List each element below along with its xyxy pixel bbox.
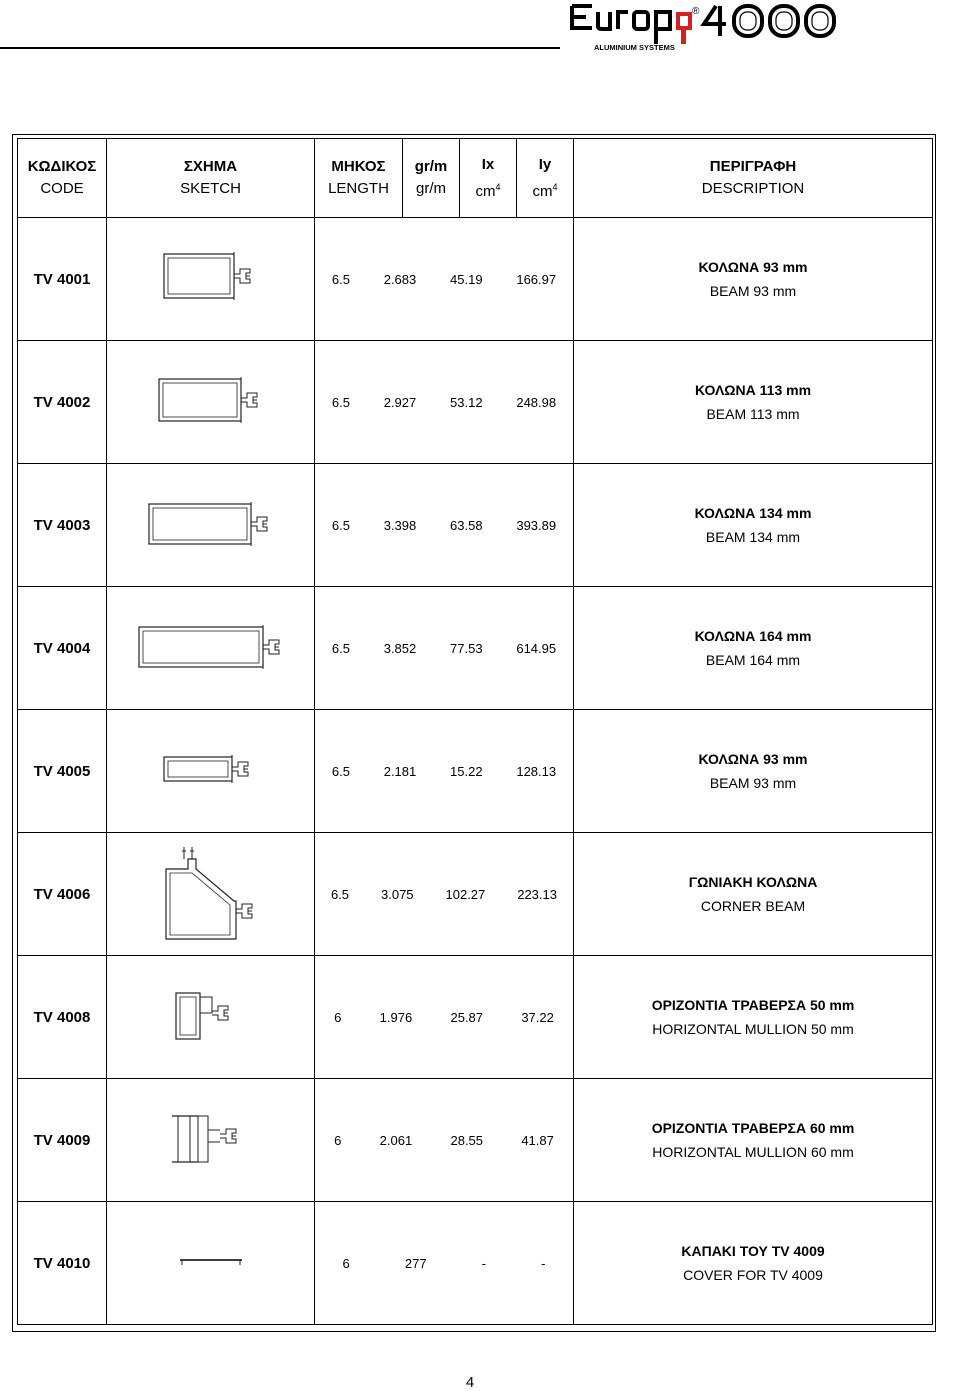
measurements — [315, 1079, 574, 1202]
description — [574, 341, 933, 464]
iy-value: 614.95 — [516, 640, 557, 656]
col-length: ΜΗΚΟΣ LENGTH — [315, 139, 403, 218]
product-code: TV 4005 — [18, 710, 107, 833]
header-row — [18, 139, 933, 218]
ix-value: - — [481, 1255, 487, 1271]
description-greek: ΟΡΙΖΟΝΤΙΑ ΤΡΑΒΕΡΣΑ 60 mm — [651, 1120, 855, 1136]
measurements — [315, 587, 574, 710]
description — [574, 956, 933, 1079]
measurements — [315, 710, 574, 833]
registered-mark: ® — [692, 6, 700, 17]
measurements — [315, 341, 574, 464]
profile-sketch — [107, 833, 315, 956]
ix-value: 15.22 — [450, 763, 483, 779]
col-ix: Ix $cm^4$ — [460, 139, 517, 218]
product-code: TV 4008 — [18, 956, 107, 1079]
length-value: 6.5 — [331, 763, 350, 779]
grm-value: 2.683 — [383, 271, 417, 287]
ix-value: 25.87 — [450, 1009, 484, 1025]
description-greek: ΟΡΙΖΟΝΤΙΑ ΤΡΑΒΕΡΣΑ 50 mm — [651, 997, 855, 1013]
header-rule — [0, 47, 560, 49]
profile-drawing-icon — [107, 751, 314, 791]
table-row — [18, 710, 933, 833]
profile-table — [17, 138, 933, 1325]
description — [574, 1079, 933, 1202]
table-row — [18, 833, 933, 956]
length-value: 6.5 — [330, 886, 350, 902]
profile-drawing-icon — [107, 248, 314, 310]
table-row — [18, 587, 933, 710]
iy-value: 223.13 — [517, 886, 557, 902]
product-code: TV 4010 — [18, 1202, 107, 1325]
description-english: BEAM 164 mm — [705, 652, 801, 668]
description — [574, 587, 933, 710]
profile-sketch — [107, 464, 315, 587]
length-value: 6 — [334, 1132, 342, 1148]
description — [574, 218, 933, 341]
description-greek: ΚΟΛΩΝΑ 93 mm — [698, 751, 808, 767]
grm-value: 2.061 — [379, 1132, 413, 1148]
table-row — [18, 1202, 933, 1325]
table-row — [18, 464, 933, 587]
description-english: BEAM 134 mm — [705, 529, 801, 545]
description-greek: ΚΟΛΩΝΑ 113 mm — [694, 382, 812, 398]
description — [574, 464, 933, 587]
profile-sketch — [107, 710, 315, 833]
profile-sketch — [107, 1079, 315, 1202]
length-value: 6.5 — [331, 394, 350, 410]
grm-value: 3.075 — [381, 886, 414, 902]
ix-value: 102.27 — [445, 886, 486, 902]
brand-tagline: ALUMINIUM SYSTEMS — [594, 43, 675, 52]
col-description: ΠΕΡΙΓΡΑΦΗ DESCRIPTION — [574, 139, 933, 218]
profile-drawing-icon — [107, 989, 314, 1045]
profile-sketch — [107, 218, 315, 341]
table-row — [18, 218, 933, 341]
col-iy: Iy $cm^4$ — [517, 139, 574, 218]
product-code: TV 4004 — [18, 587, 107, 710]
grm-value: 3.398 — [383, 517, 417, 533]
table-row — [18, 1079, 933, 1202]
page-number: 4 — [465, 1374, 475, 1391]
measurements — [315, 833, 574, 956]
ix-value: 53.12 — [450, 394, 483, 410]
measurements — [315, 956, 574, 1079]
profile-sketch — [107, 1202, 315, 1325]
iy-value: 393.89 — [516, 517, 557, 533]
description-english: COVER FOR TV 4009 — [683, 1267, 823, 1283]
iy-value: 166.97 — [516, 271, 557, 287]
ix-value: 45.19 — [450, 271, 483, 287]
description-english: HORIZONTAL MULLION 60 mm — [652, 1144, 854, 1160]
grm-value: 3.852 — [383, 640, 417, 656]
grm-value: 2.181 — [383, 763, 417, 779]
profile-drawing-icon — [107, 839, 314, 949]
col-sketch: ΣΧΗΜΑ SKETCH — [107, 139, 315, 218]
ix-value: 63.58 — [450, 517, 483, 533]
description-greek: ΓΩΝΙΑΚΗ ΚΟΛΩΝΑ — [688, 874, 818, 890]
length-value: 6.5 — [331, 517, 350, 533]
description-greek: ΚΟΛΩΝΑ 93 mm — [698, 259, 808, 275]
iy-value: 37.22 — [521, 1009, 554, 1025]
description-english: BEAM 93 mm — [709, 283, 797, 299]
table-row — [18, 341, 933, 464]
length-value: 6 — [342, 1255, 350, 1271]
description-greek: ΚΟΛΩΝΑ 134 mm — [694, 505, 812, 521]
iy-value: 128.13 — [516, 763, 557, 779]
profile-drawing-icon — [107, 373, 314, 431]
length-value: 6 — [334, 1009, 342, 1025]
product-code: TV 4006 — [18, 833, 107, 956]
grm-value: 2.927 — [383, 394, 417, 410]
profile-drawing-icon — [107, 621, 314, 675]
table-row — [18, 956, 933, 1079]
measurements — [315, 218, 574, 341]
iy-value: - — [541, 1255, 546, 1271]
product-code: TV 4002 — [18, 341, 107, 464]
description — [574, 833, 933, 956]
length-value: 6.5 — [331, 271, 350, 287]
profile-sketch — [107, 341, 315, 464]
profile-drawing-icon — [107, 1112, 314, 1168]
length-value: 6.5 — [331, 640, 350, 656]
description — [574, 710, 933, 833]
product-code: TV 4003 — [18, 464, 107, 587]
description — [574, 1202, 933, 1325]
description-english: BEAM 113 mm — [706, 406, 800, 422]
description-greek: ΚΑΠΑΚΙ ΤΟΥ TV 4009 — [681, 1243, 825, 1259]
grm-value: 277 — [404, 1255, 427, 1271]
brand-logo — [566, 0, 896, 56]
measurements — [315, 464, 574, 587]
ix-value: 28.55 — [450, 1132, 484, 1148]
iy-value: 41.87 — [521, 1132, 554, 1148]
profile-sketch — [107, 587, 315, 710]
product-code: TV 4001 — [18, 218, 107, 341]
description-english: HORIZONTAL MULLION 50 mm — [652, 1021, 854, 1037]
profile-sketch — [107, 956, 315, 1079]
col-code: ΚΩΔΙΚΟΣ CODE — [18, 139, 107, 218]
col-grm: gr/m gr/m — [403, 139, 460, 218]
ix-value: 77.53 — [450, 640, 483, 656]
iy-value: 248.98 — [516, 394, 557, 410]
description-english: BEAM 93 mm — [709, 775, 797, 791]
description-english: CORNER BEAM — [700, 898, 806, 914]
profile-drawing-icon — [107, 1256, 314, 1270]
product-code: TV 4009 — [18, 1079, 107, 1202]
grm-value: 1.976 — [379, 1009, 413, 1025]
profile-drawing-icon — [107, 498, 314, 552]
description-greek: ΚΟΛΩΝΑ 164 mm — [694, 628, 812, 644]
measurements — [315, 1202, 574, 1325]
